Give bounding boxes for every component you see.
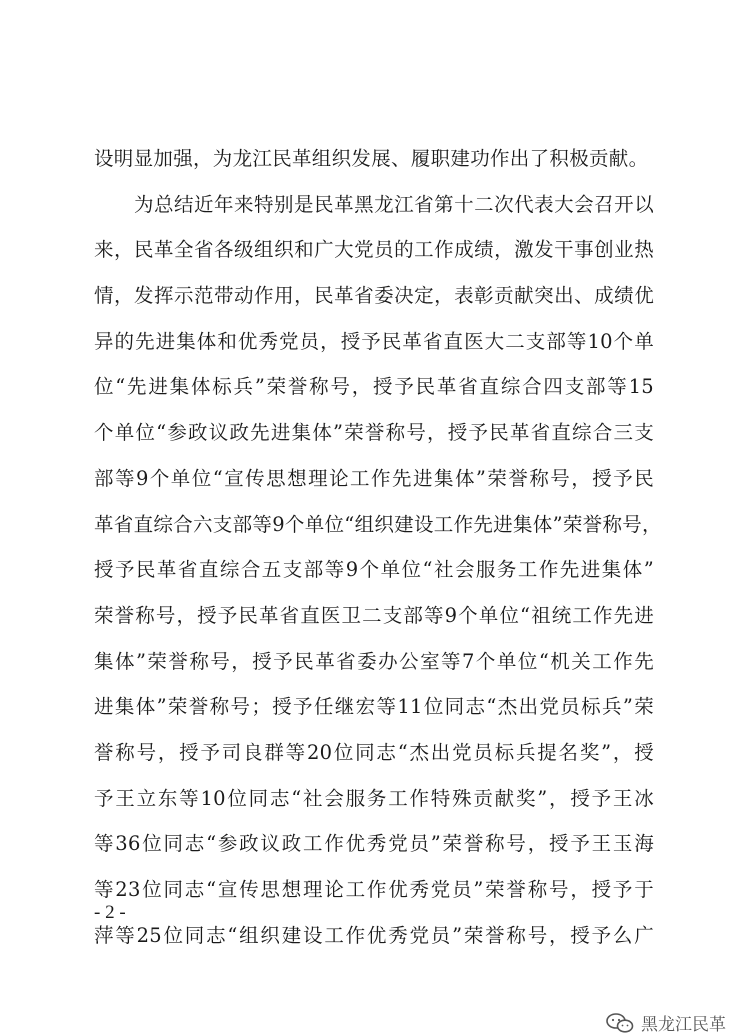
text-line-14: 誉称号，授予司良群等20位同志“杰出党员标兵提名奖”，授 — [94, 740, 654, 764]
text-line-3: 来，民革全省各级组织和广大党员的工作成绩，激发干事创业热 — [94, 238, 654, 262]
page-number: - 2 - — [94, 902, 126, 923]
text-line-8: 部等9个单位“宣传思想理论工作先进集体”荣誉称号，授予民 — [94, 466, 654, 490]
text-line-10: 授予民革省直综合五支部等9个单位“社会服务工作先进集体” — [94, 558, 654, 582]
text-line-1: 设明显加强，为龙江民革组织发展、履职建功作出了积极贡献。 — [94, 147, 649, 170]
text-line-17: 等23位同志“宣传思想理论工作优秀党员”荣誉称号，授予于 — [94, 878, 654, 901]
watermark — [605, 1010, 726, 1035]
text-line-7: 个单位“参政议政先进集体”荣誉称号，授予民革省直综合三支 — [94, 421, 654, 445]
text-line-9: 革省直综合六支部等9个单位“组织建设工作先进集体”荣誉称号， — [94, 512, 662, 536]
text-line-5: 异的先进集体和优秀党员，授予民革省直医大二支部等10个单 — [94, 329, 654, 353]
watermark-text: 黑龙江民革 — [641, 1015, 726, 1035]
text-line-18: 萍等25位同志“组织建设工作优秀党员”荣誉称号，授予么广 — [94, 923, 654, 947]
text-line-2: 为总结近年来特别是民革黑龙江省第十二次代表大会召开以 — [134, 192, 654, 216]
text-line-6: 位“先进集体标兵”荣誉称号，授予民革省直综合四支部等15 — [94, 375, 654, 399]
text-line-12: 集体”荣誉称号，授予民革省委办公室等7个单位“机关工作先 — [94, 649, 654, 673]
text-line-4: 情，发挥示范带动作用，民革省委决定，表彰贡献突出、成绩优 — [94, 284, 654, 308]
text-line-16: 等36位同志“参政议政工作优秀党员”荣誉称号，授予王玉海 — [94, 832, 654, 856]
text-line-15: 予王立东等10位同志“社会服务工作特殊贡献奖”，授予王冰 — [94, 786, 654, 810]
text-line-11: 荣誉称号，授予民革省直医卫二支部等9个单位“祖统工作先进 — [94, 603, 654, 627]
body-text — [94, 143, 662, 965]
text-line-13: 进集体”荣誉称号；授予任继宏等11位同志“杰出党员标兵”荣 — [94, 695, 654, 719]
wechat-icon — [605, 1012, 635, 1034]
